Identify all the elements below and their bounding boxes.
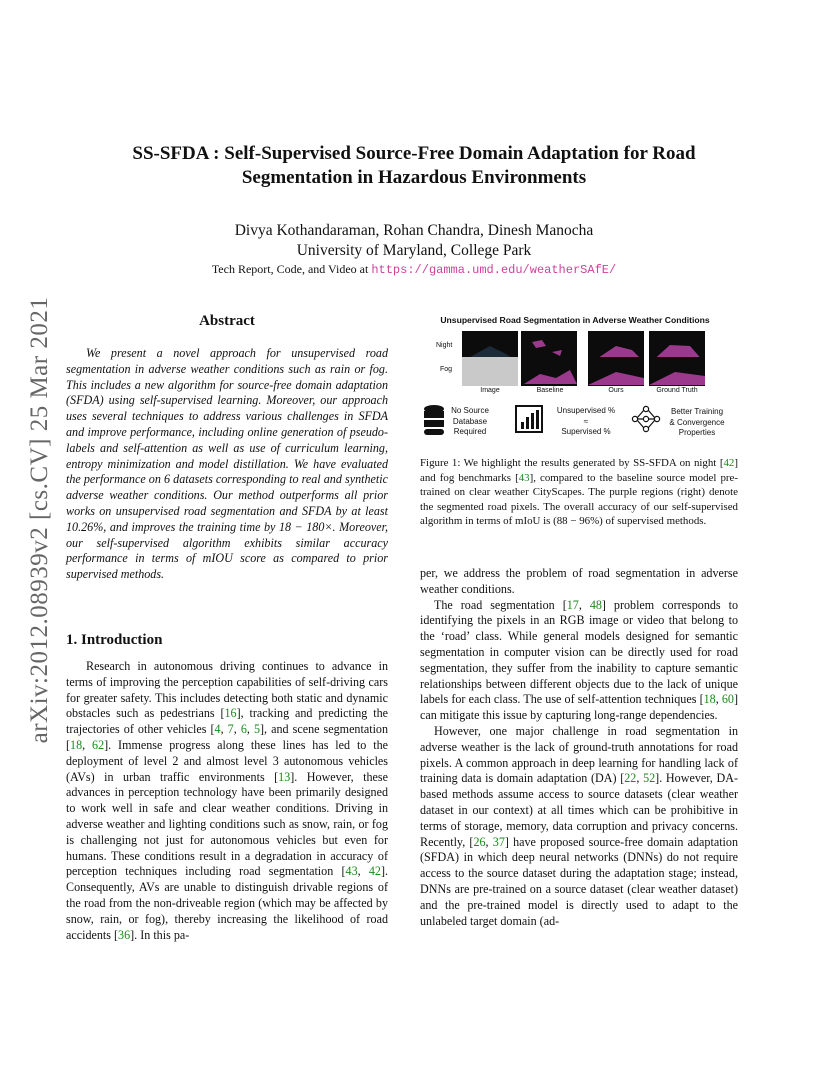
citation-link[interactable]: 5 — [253, 722, 260, 737]
project-url-link[interactable]: https://gamma.umd.edu/weatherSAfE/ — [371, 263, 617, 277]
citation-link[interactable]: 42 — [723, 457, 735, 469]
citation-link[interactable]: 13 — [278, 769, 291, 784]
col-label-baseline: Baseline — [536, 387, 564, 394]
feature-unsup-mid: ≈ — [583, 416, 589, 426]
feature-training — [660, 407, 734, 439]
intro-paragraph-1: Research in autonomous driving continues to advance in terms of improving the perception capabilities of self-driving cars for greater safety. This includes detecting both static and dynamic obstacles such as pedestrians [16], tracking and predicting the trajectories of other vehicles [4, 7, 6, 5], and scene segmentation [18, 62]. Immense progress along these lines has led to the deployment of level 2 and almost level 3 autonomous vehicles (AVs) in urban traffic environments [13]. However, these advances in perception technology have been primarily designed to work well in safe and clear weather conditions. Driving in adverse weather and lighting conditions such as snow, rain, or fog is challenging not just for autonomous vehicles but even for humans. These conditions result in a degradation in accuracy of perception techniques including road segmentation [43, 42]. Consequently, AVs are unable to distinguish drivable regions of the road from the non-driveable region (which may be affected by snow, rain, or fog), thereby increasing the likelihood of road accidents [36]. In this pa- — [66, 659, 389, 942]
citation-link[interactable]: 43 — [518, 471, 530, 484]
feature-unsupervised — [546, 406, 626, 438]
citation-link[interactable]: 60 — [721, 692, 734, 707]
col-label-ground-truth: Ground Truth — [656, 387, 698, 394]
figure-1 — [420, 312, 730, 450]
bar-chart-icon — [516, 406, 542, 432]
affiliation: University of Maryland, College Park — [296, 242, 532, 259]
tech-prefix: Tech Report, Code, and Video at — [211, 262, 369, 276]
author-block — [90, 221, 738, 261]
right-paragraph-0: per, we address the problem of road segmentation in adverse weather conditions. — [420, 566, 738, 596]
feature-no-source — [446, 406, 494, 438]
feature-no-source-l1: No Source — [451, 406, 489, 415]
citation-link[interactable]: 4 — [214, 722, 221, 737]
citation-link[interactable]: 18 — [70, 737, 83, 752]
abstract-text: We present a novel approach for unsupervised road segmentation in adverse weather conditions such as rain or fog. This includes a new algorithm for source-free domain adaptation (SFDA) using self-supervised learning. Moreover, our approach uses several techniques to address various challenges in SFDA and improve performance, including online generation of pseudo-labels and self-attention as well as use of curriculum learning, entropy minimization and model distillation. We have evaluated the performance on 6 datasets corresponding to real and synthetic adverse weather conditions. Our method outperforms all prior works on unsupervised road segmentation and SFDA by at least 10.26%, and improves the training time by 18 − 180×. Moreover, our self-supervised algorithm exhibits similar accuracy performance in terms of mIOU score as compared to prior supervised methods. — [66, 346, 388, 582]
feature-training-l3: Properties — [678, 428, 716, 437]
citation-link[interactable]: 42 — [368, 864, 381, 879]
paper-title — [90, 142, 738, 190]
citation-link[interactable]: 52 — [643, 771, 656, 786]
col-label-image: Image — [480, 387, 500, 394]
right-column-body — [420, 566, 738, 929]
abstract-body — [66, 346, 388, 583]
citation-link[interactable]: 37 — [492, 834, 505, 849]
col-label-ours: Ours — [608, 387, 624, 394]
citation-link[interactable]: 22 — [624, 771, 637, 786]
fog-image — [462, 357, 518, 386]
feature-training-l1: Better Training — [670, 407, 724, 416]
intro-body — [66, 659, 388, 943]
citation-link[interactable]: 7 — [227, 722, 234, 737]
feature-unsup-top: Unsupervised % — [556, 406, 616, 415]
citation-link[interactable]: 17 — [566, 597, 579, 612]
right-paragraph-1: The road segmentation [17, 48] problem corresponds to identifying the pixels in an RGB image or video that belong to the ‘road’ class. While general models designed for semantic segmentation in computer vision can be directly used for road segmentation, they suffer from the inability to capture semantic relationships between different objects due to the lack of unique labels for each class. The use of self-attention techniques [18, 60] can mitigate this issue by capturing long-range dependencies. — [420, 597, 738, 723]
authors: Divya Kothandaraman, Rohan Chandra, Dinesh Manocha — [234, 222, 594, 239]
citation-link[interactable]: 6 — [240, 722, 247, 737]
database-icon — [424, 405, 444, 435]
right-paragraph-2: However, one major challenge in road segmentation in adverse weather is the lack of ground-truth annotations for road pixels. A common approach in deep learning for handling lack of training data is domain adaptation (DA) [22, 52]. However, DA-based methods assume access to source datasets (clear weather dataset in our context) at all times which can be prohibitive in terms of storage, memory, data corruption and privacy concerns. Recently, [26, 37] have proposed source-free domain adaptation (SFDA) in which deep neural networks (DNNs) do not require access to the source dataset during the adaptation stage; instead, DNNs are pre-trained on a source dataset (clear weather dataset) and the pre-trained model is directly used to adapt to the unlabeled target domain (ad- — [420, 723, 739, 928]
abstract-heading: Abstract — [199, 313, 255, 329]
figure-title: Unsupervised Road Segmentation in Adverse Weather Conditions — [440, 315, 710, 325]
citation-link[interactable]: 18 — [703, 692, 716, 707]
tech-report-line — [90, 262, 738, 277]
title-line-2: Segmentation in Hazardous Environments — [241, 167, 587, 188]
intro-heading: 1. Introduction — [66, 632, 163, 648]
title-line-1: SS-SFDA : Self-Supervised Source-Free Domain Adaptation for Road — [132, 143, 696, 164]
feature-training-l2: & Convergence — [669, 417, 725, 427]
citation-link[interactable]: 62 — [92, 737, 105, 752]
feature-unsup-bottom: Supervised % — [561, 427, 611, 436]
citation-link[interactable]: 36 — [118, 927, 131, 942]
arxiv-stamp — [20, 285, 60, 755]
citation-link[interactable]: 48 — [589, 597, 602, 612]
row-label-fog: Fog — [440, 366, 453, 373]
feature-no-source-l3: Required — [453, 427, 487, 436]
citation-link[interactable]: 43 — [345, 864, 358, 879]
arxiv-stamp-text: arXiv:2012.08939v2 [cs.CV] 25 Mar 2021 — [26, 296, 53, 744]
citation-link[interactable]: 16 — [224, 706, 237, 721]
citation-link[interactable]: 26 — [473, 834, 486, 849]
figure-1-caption: Figure 1: We highlight the results generated by SS-SFDA on night [42] and fog benchmarks [43], compared to the baseline source model pre-trained on clear weather CityScapes. The purple regions (right) denote the segmented road pixels. The overall accuracy of our self-supervised algorithm in terms of mIoU is (88 − 96%) of supervised methods. — [420, 457, 738, 528]
row-label-night: Night — [436, 342, 453, 349]
feature-no-source-l2: Database — [452, 416, 488, 426]
network-icon — [632, 406, 659, 431]
